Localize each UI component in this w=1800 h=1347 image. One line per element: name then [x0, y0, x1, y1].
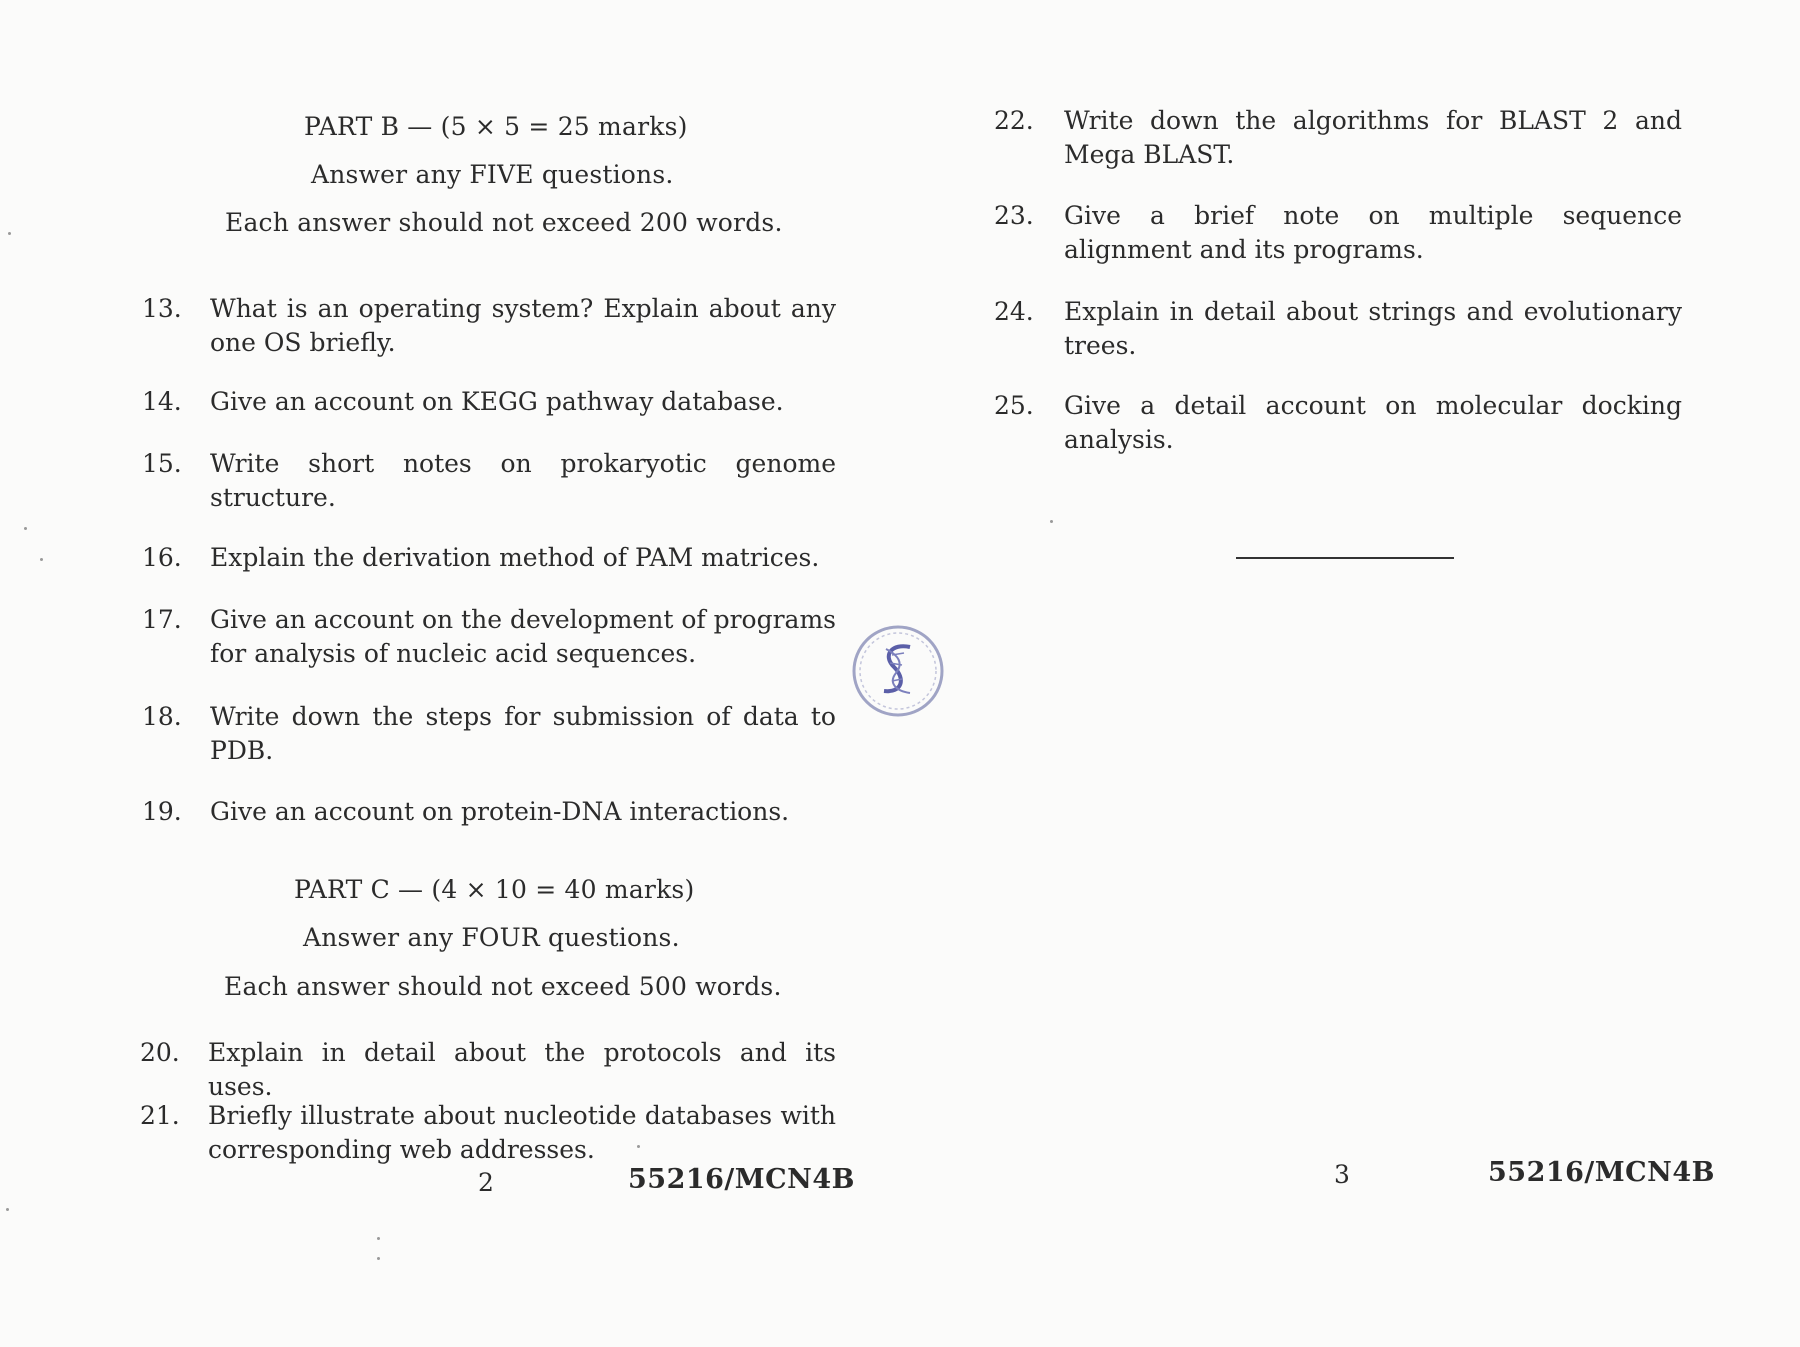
- question-number: 14.: [142, 387, 182, 416]
- scan-speck: [637, 1145, 640, 1148]
- scan-speck: [24, 527, 27, 530]
- scan-speck: [1050, 520, 1053, 523]
- question-number: 24.: [994, 297, 1034, 326]
- part-b-instruction: Answer any FIVE questions.: [311, 160, 674, 189]
- paper-code: 55216/MCN4B: [1488, 1157, 1715, 1188]
- question-text: Briefly illustrate about nucleotide databases with corresponding web addresses.: [208, 1101, 836, 1164]
- question-23: [994, 199, 1682, 271]
- question-14: [142, 385, 836, 421]
- question-number: 15.: [142, 449, 182, 478]
- question-number: 22.: [994, 106, 1034, 135]
- question-text: Explain the derivation method of PAM matrices.: [210, 543, 820, 572]
- question-17: [142, 603, 836, 675]
- question-20: [140, 1036, 836, 1101]
- question-text: Explain in detail about the protocols and its uses.: [208, 1038, 836, 1101]
- question-24: [994, 295, 1682, 367]
- question-15: [142, 447, 836, 519]
- question-number: 18.: [142, 702, 182, 731]
- part-b-word-limit: Each answer should not exceed 200 words.: [225, 208, 783, 237]
- part-b-title: PART B — (5 × 5 = 25 marks): [304, 112, 688, 141]
- question-number: 20.: [140, 1038, 180, 1067]
- question-text: Write down the steps for submission of data to PDB.: [210, 702, 836, 765]
- question-text: Give a brief note on multiple sequence alignment and its programs.: [1064, 201, 1682, 264]
- scan-speck: [377, 1257, 380, 1260]
- question-number: 13.: [142, 294, 182, 323]
- question-21: [140, 1099, 836, 1171]
- part-c-instruction: Answer any FOUR questions.: [303, 923, 680, 952]
- question-number: 17.: [142, 605, 182, 634]
- end-of-paper-rule: [1236, 557, 1454, 559]
- question-text: Write short notes on prokaryotic genome structure.: [210, 449, 836, 512]
- question-number: 25.: [994, 391, 1034, 420]
- question-18: [142, 700, 836, 772]
- question-text: Write down the algorithms for BLAST 2 and Mega BLAST.: [1064, 106, 1682, 169]
- question-22: [994, 104, 1682, 176]
- question-text: Give an account on protein-DNA interactions.: [210, 797, 790, 826]
- question-number: 21.: [140, 1101, 180, 1130]
- question-number: 16.: [142, 543, 182, 572]
- scan-speck: [6, 1208, 9, 1211]
- part-c-title: PART C — (4 × 10 = 40 marks): [294, 875, 695, 904]
- page-number: 2: [478, 1168, 494, 1197]
- page-number: 3: [1334, 1160, 1350, 1189]
- part-c-word-limit: Each answer should not exceed 500 words.: [224, 972, 782, 1001]
- question-25: [994, 389, 1682, 461]
- question-number: 19.: [142, 797, 182, 826]
- question-19: [142, 795, 836, 831]
- question-text: Give a detail account on molecular docking analysis.: [1064, 391, 1682, 454]
- right-page: [900, 0, 1800, 1347]
- question-13: [142, 292, 836, 364]
- scan-speck: [8, 232, 11, 235]
- question-16: [142, 541, 836, 577]
- paper-code: 55216/MCN4B: [628, 1164, 855, 1195]
- question-text: What is an operating system? Explain about any one OS briefly.: [210, 294, 836, 357]
- scan-speck: [40, 558, 43, 561]
- question-text: Explain in detail about strings and evolutionary trees.: [1064, 297, 1682, 360]
- question-text: Give an account on KEGG pathway database.: [210, 387, 784, 416]
- question-text: Give an account on the development of programs for analysis of nucleic acid sequences.: [210, 605, 836, 668]
- question-number: 23.: [994, 201, 1034, 230]
- scan-speck: [377, 1237, 380, 1240]
